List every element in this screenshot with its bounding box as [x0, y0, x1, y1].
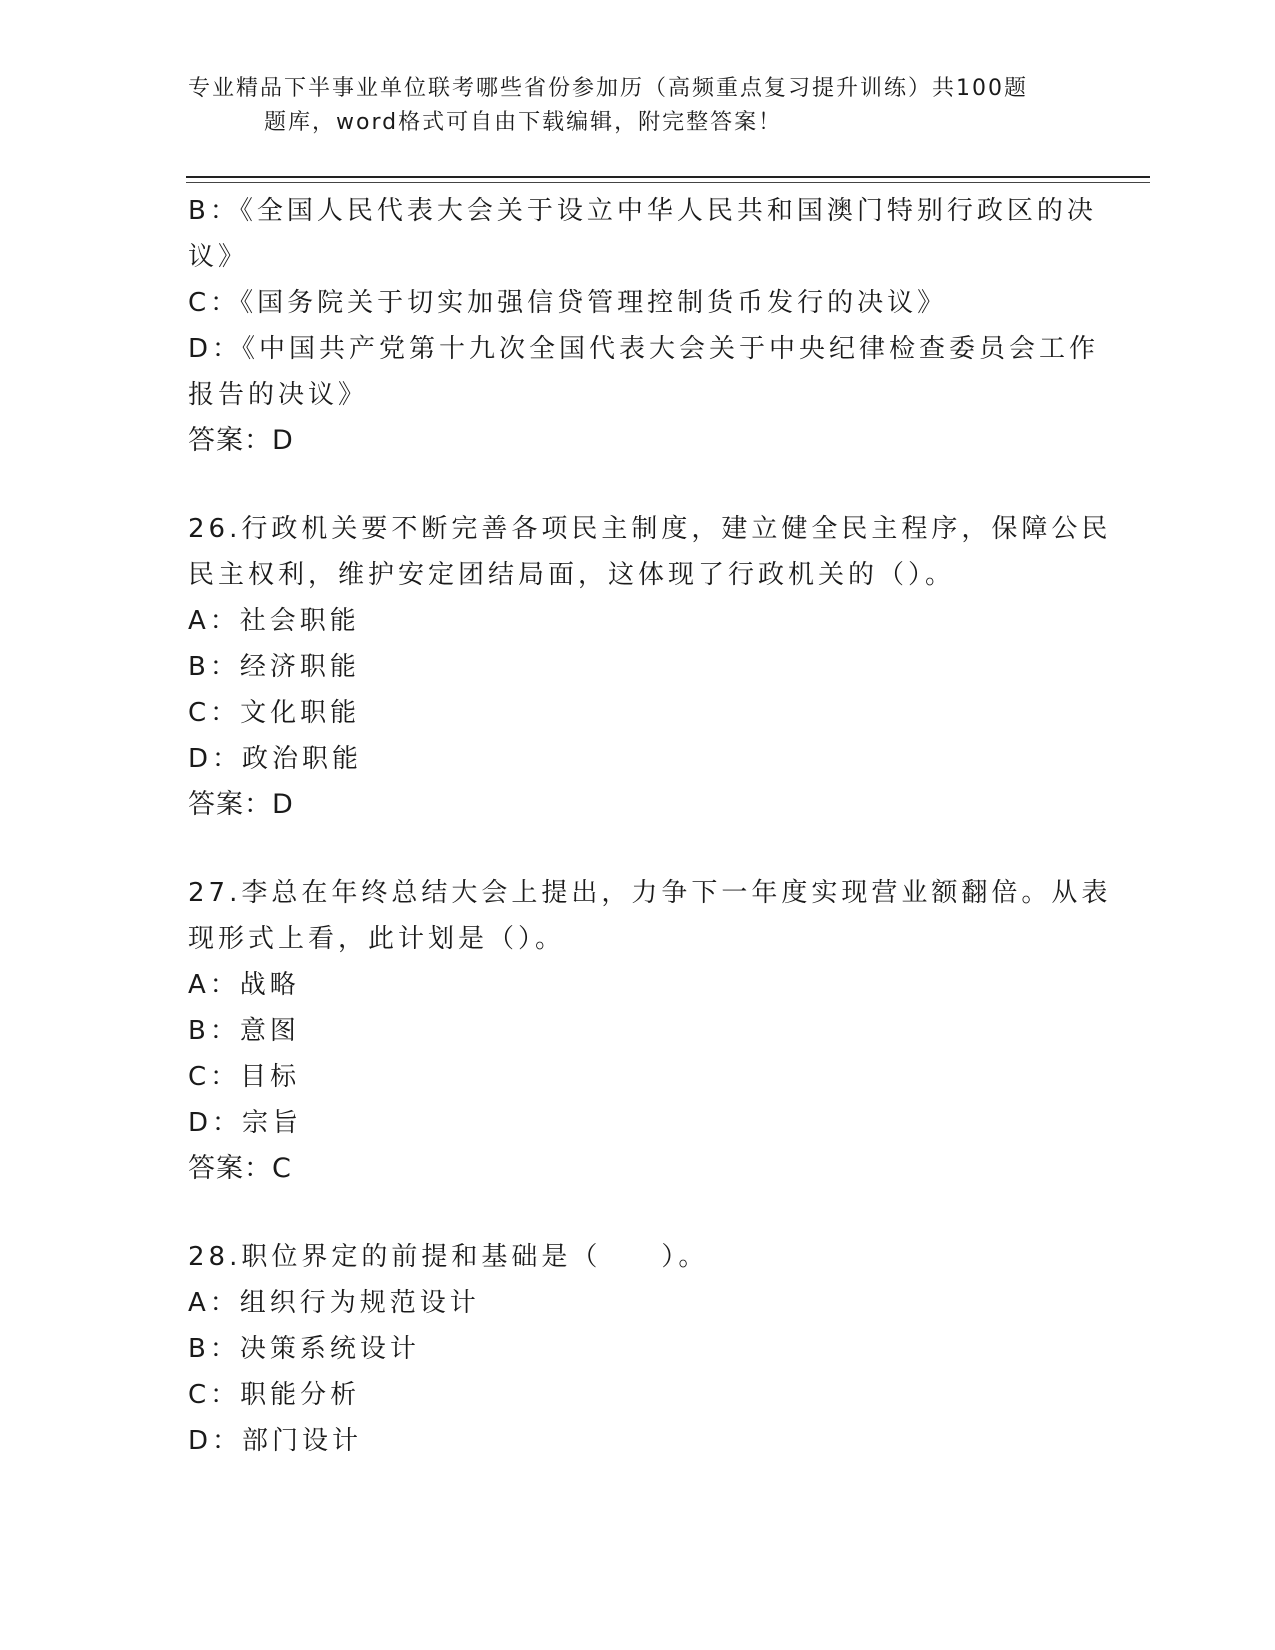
q27-option-c: C：目标 [188, 1062, 301, 1092]
spacer [188, 464, 1068, 506]
q27-stem-line-2: 现形式上看，此计划是（）。 [188, 924, 566, 954]
q26-stem-line-1: 26.行政机关要不断完善各项民主制度，建立健全民主程序，保障公民 [188, 514, 1112, 544]
question-27-block [188, 870, 1112, 1192]
spacer [188, 1192, 1068, 1234]
q26-answer: 答案：D [188, 789, 294, 820]
question-26-block [188, 506, 1112, 828]
q25-answer: 答案：D [188, 425, 294, 456]
q28-option-b: B：决策系统设计 [188, 1334, 420, 1364]
header-divider-thick [186, 176, 1150, 178]
q25-option-b-line-2: 议》 [188, 242, 249, 272]
q27-option-b: B：意图 [188, 1016, 300, 1046]
header-divider-thin [186, 182, 1150, 183]
q26-option-b: B：经济职能 [188, 652, 360, 682]
q25-option-b-line-1: B：《全国人民代表大会关于设立中华人民共和国澳门特别行政区的决 [188, 196, 1097, 226]
q27-option-a: A：战略 [188, 970, 300, 1000]
q28-option-d: D：部门设计 [188, 1426, 363, 1456]
header-title-line-2: 题库，word格式可自由下载编辑，附完整答案！ [264, 110, 783, 135]
question-content [188, 188, 1112, 1464]
header-title-line-1: 专业精品下半事业单位联考哪些省份参加历（高频重点复习提升训练）共100题 [188, 76, 1028, 101]
q28-option-c: C：职能分析 [188, 1380, 361, 1410]
q25-option-c: C：《国务院关于切实加强信贷管理控制货币发行的决议》 [188, 288, 948, 318]
q28-option-a: A：组织行为规范设计 [188, 1288, 480, 1318]
q28-stem-line-1: 28.职位界定的前提和基础是（ ）。 [188, 1242, 709, 1272]
q26-stem-line-2: 民主权利，维护安定团结局面，这体现了行政机关的（）。 [188, 560, 956, 590]
q26-option-d: D：政治职能 [188, 744, 363, 774]
q26-option-a: A：社会职能 [188, 606, 360, 636]
question-28-block [188, 1234, 1068, 1464]
q27-answer: 答案：C [188, 1153, 292, 1184]
q25-option-d-line-2: 报告的决议》 [188, 380, 369, 410]
spacer [188, 828, 1068, 870]
q26-option-c: C：文化职能 [188, 698, 361, 728]
q27-stem-line-1: 27.李总在年终总结大会上提出，力争下一年度实现营业额翻倍。从表 [188, 878, 1112, 908]
q25-option-d-line-1: D：《中国共产党第十九次全国代表大会关于中央纪律检查委员会工作 [188, 334, 1100, 364]
document-header [188, 72, 1088, 140]
q27-option-d: D：宗旨 [188, 1108, 303, 1138]
question-25-block [188, 188, 1100, 464]
